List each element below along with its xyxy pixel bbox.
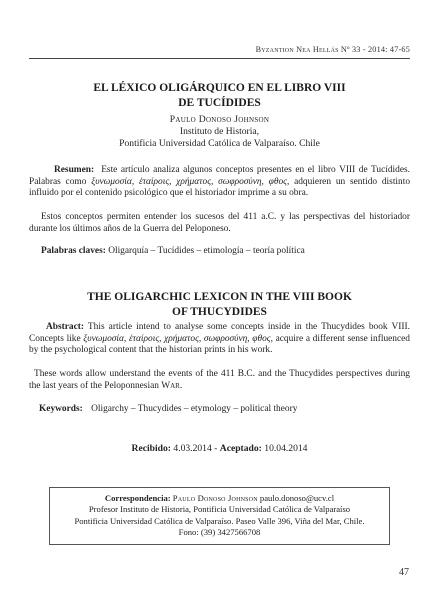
spanish-abstract-text-b: , adquieren un sentido distinto influido por el contenido psicológico que el historiador imprime a su obra. — [29, 176, 411, 199]
spanish-keywords-label: Palabras claves: — [41, 246, 106, 256]
spanish-title-line-1: EL LÉXICO OLIGÁRQUICO EN EL LIBRO VIII — [93, 82, 346, 94]
spanish-abstract-text-a: Este artículo analiza algunos conceptos presentes en el libro VIII de Tucídides. Palabras como — [29, 165, 411, 187]
english-abstract — [29, 322, 410, 357]
english-abstract-paragraph-2-text: These words allow understand the events of the 411 B.C. and the Thucydides perspectives during the last years of the Peloponnesian — [29, 369, 410, 391]
spanish-keywords — [29, 246, 410, 258]
english-title-line-2: OF THUCYDIDES — [172, 305, 267, 318]
accepted-date: 10.04.2014 — [264, 443, 308, 454]
correspondence-line-1 — [50, 493, 389, 504]
spanish-abstract-paragraph-2: Estos conceptos permiten entender los sucesos del 411 a.C. y las perspectivas del historiador durante los últimos años de la Guerra del Peloponeso. — [29, 212, 410, 234]
english-keywords-text: Oligarchy – Thucydides – etymology – political theory — [91, 404, 298, 414]
english-keywords-label: Keywords: — [39, 404, 83, 414]
correspondence-box — [49, 487, 390, 545]
english-abstract-text-b: , acquire a different sense influenced by the psychological content that the historian prints in his work. — [29, 333, 410, 356]
english-abstract-text-a: This article intend to analyse some concepts inside in the Thucydides book VIII. Concepts like — [29, 322, 410, 344]
received-label: Recibido: — [131, 443, 171, 454]
author-name: Paulo Donoso Johnson — [169, 114, 270, 125]
received-date: 4.03.2014 — [173, 443, 212, 454]
english-abstract-war: War. — [161, 380, 183, 391]
english-title — [29, 290, 410, 319]
affiliation-line-1: Instituto de Historia, — [179, 126, 260, 138]
header-rule — [29, 58, 410, 59]
submission-dates — [29, 443, 410, 454]
spanish-abstract-label: Resumen: — [54, 165, 95, 175]
correspondence-line-2: Profesor Instituto de Historia, Pontificia Universidad Católica de Valparaíso — [88, 504, 351, 515]
spanish-abstract-greek: ξυνωμοσία, ἑταίροις, χρήματος, σωφροσύνη, φθος — [91, 176, 287, 187]
running-head: Byzantion Nea Hellás Nº 33 - 2014: 47-65 — [255, 45, 410, 54]
accepted-label: Aceptado: — [219, 443, 262, 454]
dates-separator: - — [211, 443, 220, 454]
affiliation-line-2: Pontificia Universidad Católica de Valparaíso. Chile — [119, 138, 320, 150]
correspondence-email[interactable]: paulo.donoso@ucv.cl — [259, 493, 335, 503]
english-keywords — [29, 404, 410, 416]
english-abstract-paragraph-2 — [29, 369, 410, 392]
correspondence-name: Paulo Donoso Johnson — [172, 493, 258, 503]
page-number: 47 — [399, 567, 409, 578]
author-block — [29, 114, 410, 151]
english-abstract-greek: ξυνωμοσία, ἑταίροις, χρήματος, σωφροσύνη, φθος — [83, 333, 271, 344]
english-title-line-1: THE OLIGARCHIC LEXICON IN THE VIII BOOK — [87, 291, 352, 303]
english-abstract-label: Abstract: — [46, 322, 85, 332]
correspondence-line-3: Pontificia Universidad Católica de Valparaíso. Paseo Valle 396, Viña del Mar, Chile. — [74, 515, 365, 526]
spanish-title — [29, 81, 410, 110]
correspondence-label: Correspondencia: — [104, 493, 171, 503]
spanish-title-line-2: DE TUCÍDIDES — [178, 96, 261, 109]
correspondence-line-4: Fono: (39) 3427566708 — [178, 527, 261, 538]
spanish-abstract — [29, 165, 410, 200]
spanish-keywords-text: Oligarquía – Tucídides – etimología – teoría política — [108, 246, 305, 256]
